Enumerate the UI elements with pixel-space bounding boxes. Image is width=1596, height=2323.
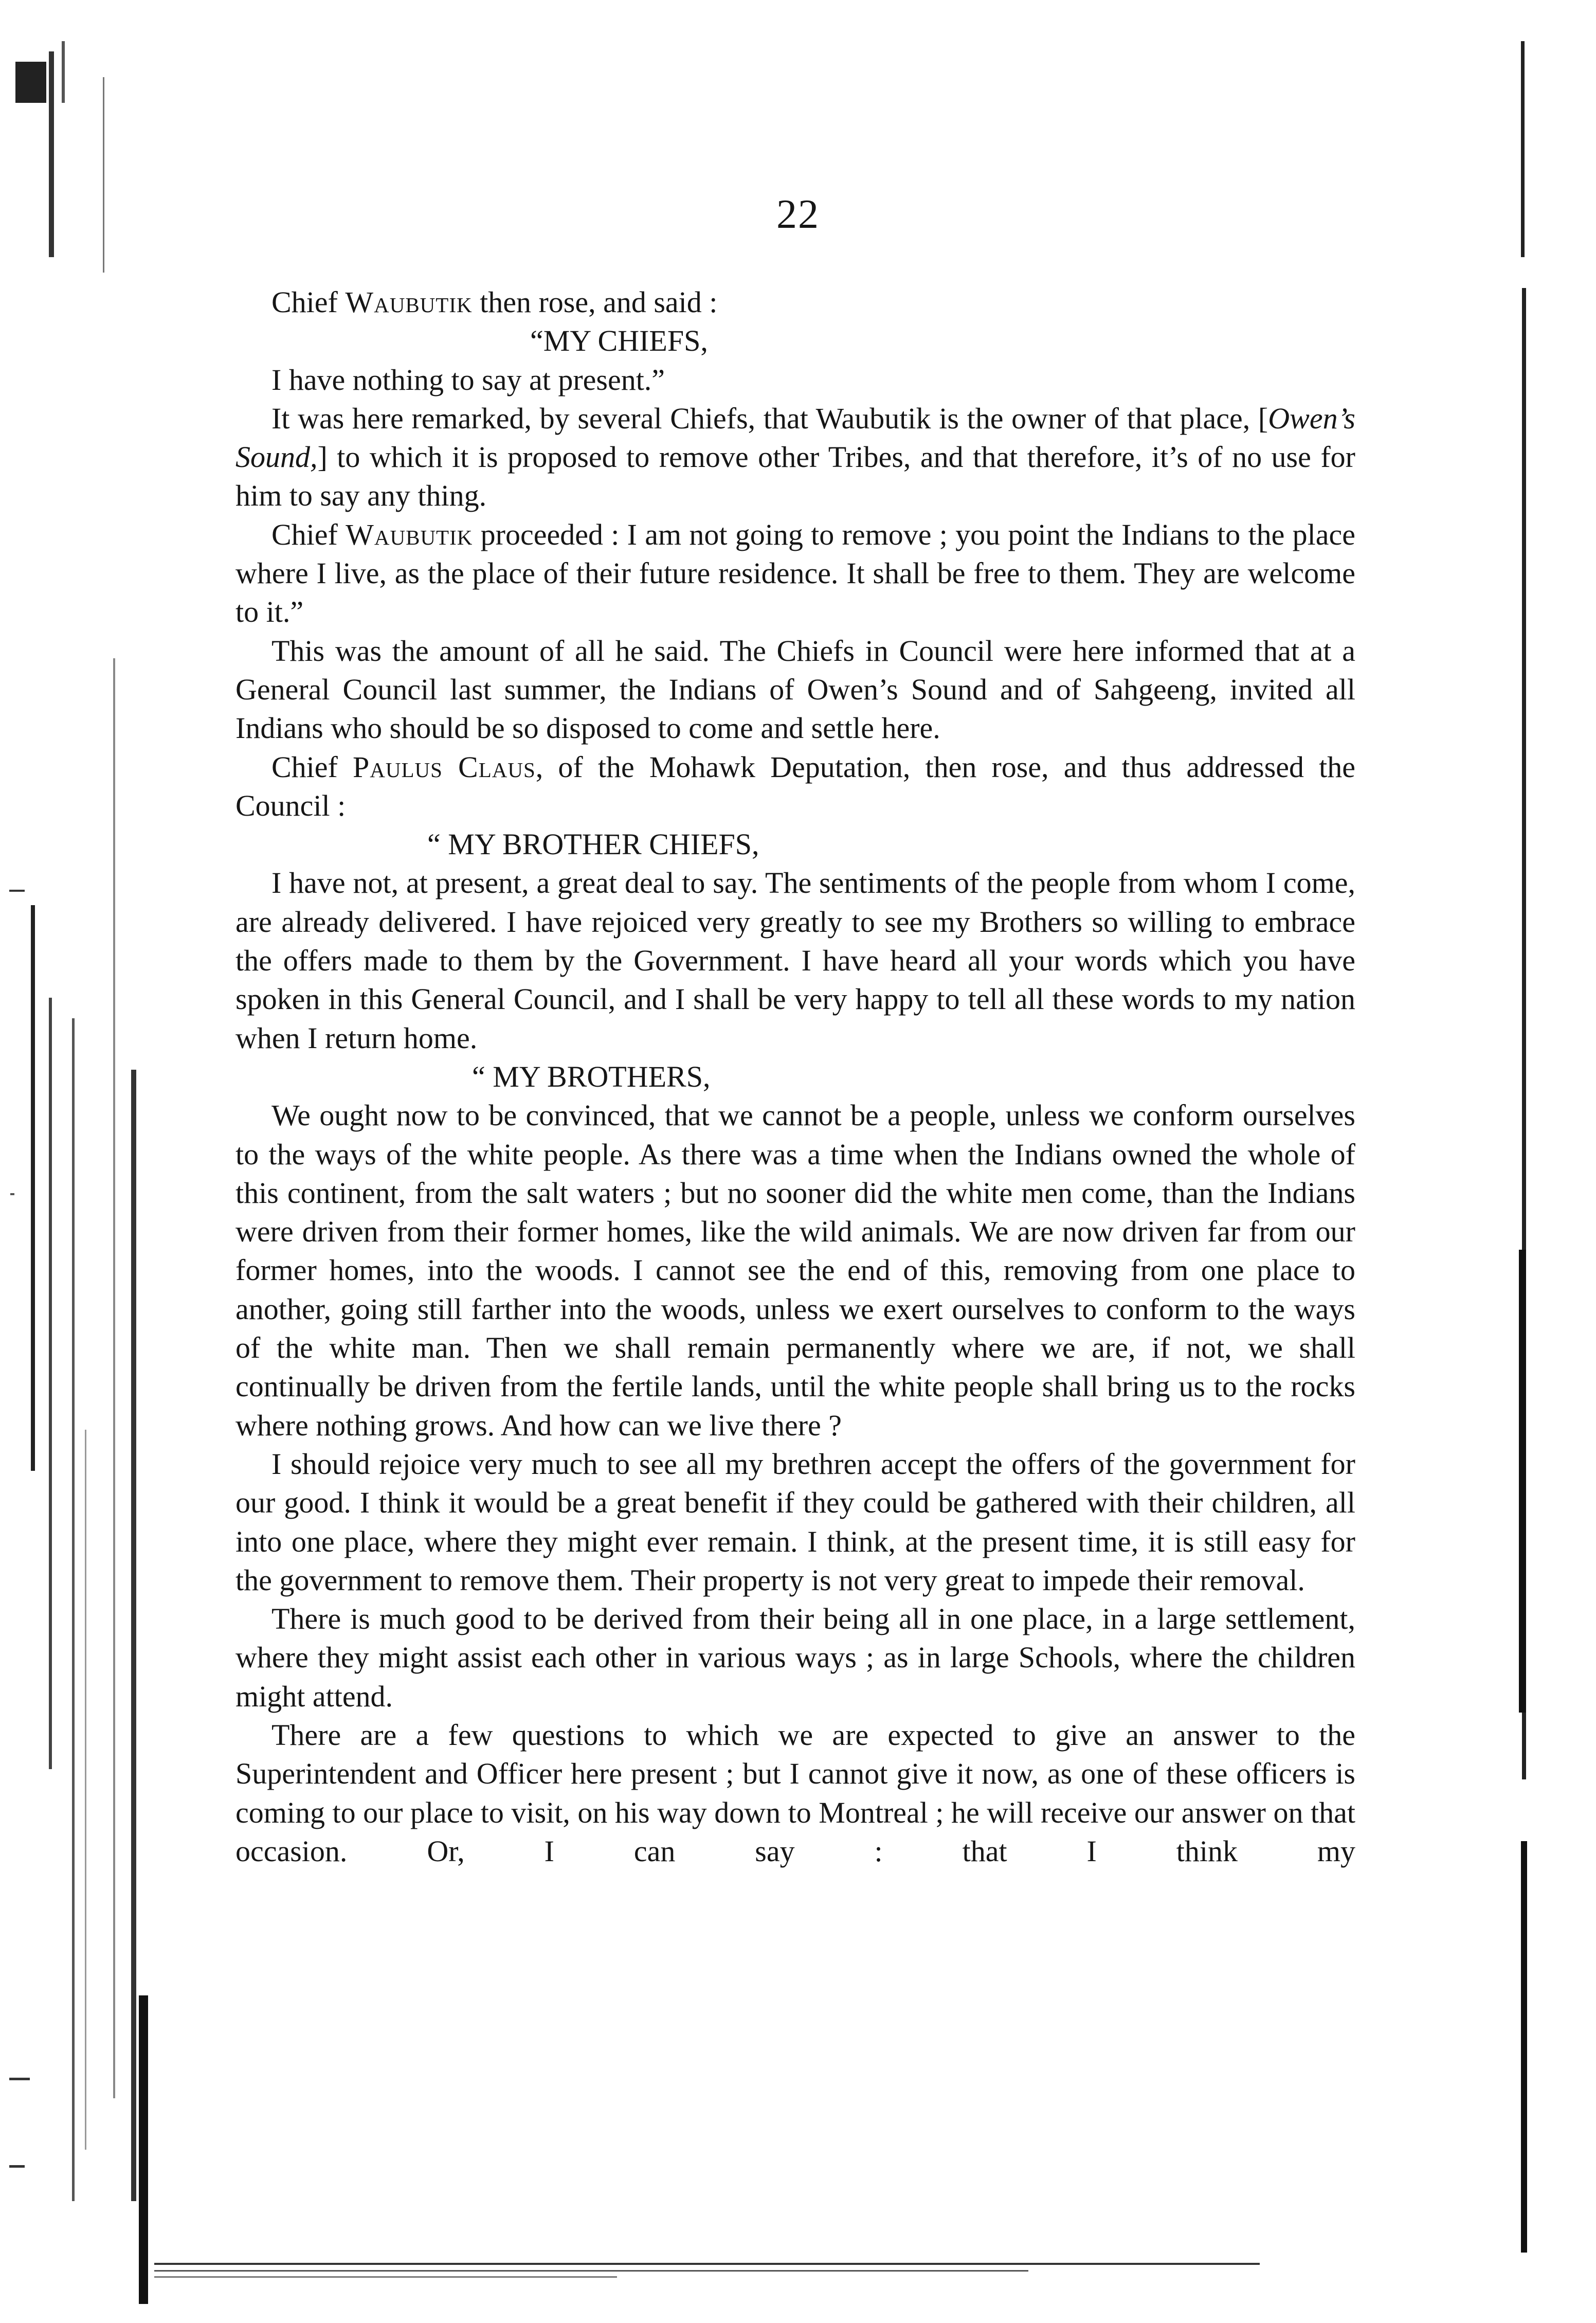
- text-run: This was the amount of all he said. The Chiefs in Council were here informed that at a General Council last summer, the Indians of Owen’s Sound and of Sahgeeng, invited all Indians who should be so disposed to come and settle here.: [235, 634, 1355, 745]
- text-run: Chief: [271, 517, 346, 551]
- italic-text: Owen’s Sound,: [235, 401, 1355, 474]
- text-run: Chief: [271, 750, 353, 784]
- salutation: [235, 321, 1355, 360]
- text-run: I have nothing to say at present.”: [271, 363, 665, 397]
- text-run: Chief: [271, 285, 346, 319]
- body-text: [235, 283, 1355, 1870]
- text-run: We ought now to be convinced, that we cannot be a people, unless we conform ourselves to the ways of the white people. As there was a time when the Indians owned the whole of this continent, from the salt waters ; but no sooner did the white men come, than the Indians were driven from their former homes, like the wild animals. We are now driven far from our former homes, into the woods. I cannot see the end of this, removing from one place to another, going still farther into the woods, unless we exert ourselves to conform to the ways of the white man. Then we shall remain permanently where we are, if not, we shall continually be driven from the fertile lands, until the white people shall bring us to the rocks where nothing grows. And how can we live there ?: [235, 1099, 1355, 1442]
- text-run: proceeded : I am not going to remove ; you point the Indians to the place where I live, as the place of their future residence. It shall be free to them. They are welcome to it.”: [235, 517, 1355, 629]
- salutation: [235, 825, 1355, 863]
- paragraph: [235, 1716, 1355, 1870]
- salutation: [235, 1057, 1355, 1096]
- paragraph: [235, 399, 1355, 515]
- speaker-name: Waubutik: [345, 285, 473, 319]
- paragraph: [235, 1096, 1355, 1445]
- page-number: 22: [776, 192, 820, 237]
- text-run: “ MY BROTHERS,: [472, 1059, 711, 1093]
- scan-left-edge: [0, 41, 170, 2323]
- text-run: “ MY BROTHER CHIEFS,: [427, 827, 759, 861]
- paragraph: [235, 1599, 1355, 1716]
- text-run: I should rejoice very much to see all my brethren accept the offers of the government for our good. I think it would be a great benefit if they could be gathered with their children, all into one place, where they might ever remain. I think, at the present time, it is still easy for the government to remove them. Their property is not very great to impede their removal.: [235, 1447, 1355, 1597]
- paragraph: [235, 632, 1355, 748]
- paragraph: [235, 361, 1355, 399]
- text-run: “MY CHIEFS,: [530, 324, 708, 358]
- text-run: I have not, at present, a great deal to say. The sentiments of the people from whom I come, are already delivered. I have rejoiced very greatly to see my Brothers so willing to embrace the offers made to them by the Government. I have heard all your words which you have spoken in this General Council, and I shall be very happy to tell all these words to my nation when I return home.: [235, 866, 1355, 1055]
- paragraph: [235, 1445, 1355, 1599]
- text-run: There is much good to be derived from their being all in one place, in a large settlement, where they might assist each other in various ways ; as in large Schools, where the children might attend.: [235, 1602, 1355, 1713]
- text-run: then rose, and said :: [472, 285, 718, 319]
- speaker-name: Paulus Claus: [352, 750, 536, 784]
- text-run: , of the Mohawk Deputation, then rose, and thus addressed the Council :: [235, 750, 1356, 822]
- scan-right-edge: [1517, 41, 1558, 2253]
- paragraph: [235, 515, 1355, 632]
- text-run: There are a few questions to which we are expected to give an answer to the Superintendent and Officer here present ; but I cannot give it now, as one of these officers is coming to our place to visit, on his way down to Montreal ; he will receive our answer on that occasion. Or, I can say : that I think my: [235, 1718, 1355, 1868]
- paragraph: [235, 863, 1355, 1057]
- speaker-name: Waubutik: [346, 517, 473, 551]
- paragraph: [235, 748, 1355, 825]
- scan-bottom-rule: [154, 2253, 1260, 2289]
- text-run: It was here remarked, by several Chiefs, that Waubutik is the owner of that place, [: [271, 401, 1268, 435]
- text-run: ] to which it is proposed to remove other Tribes, and that therefore, it’s of no use for him to say any thing.: [235, 440, 1355, 513]
- paragraph: [235, 283, 1355, 321]
